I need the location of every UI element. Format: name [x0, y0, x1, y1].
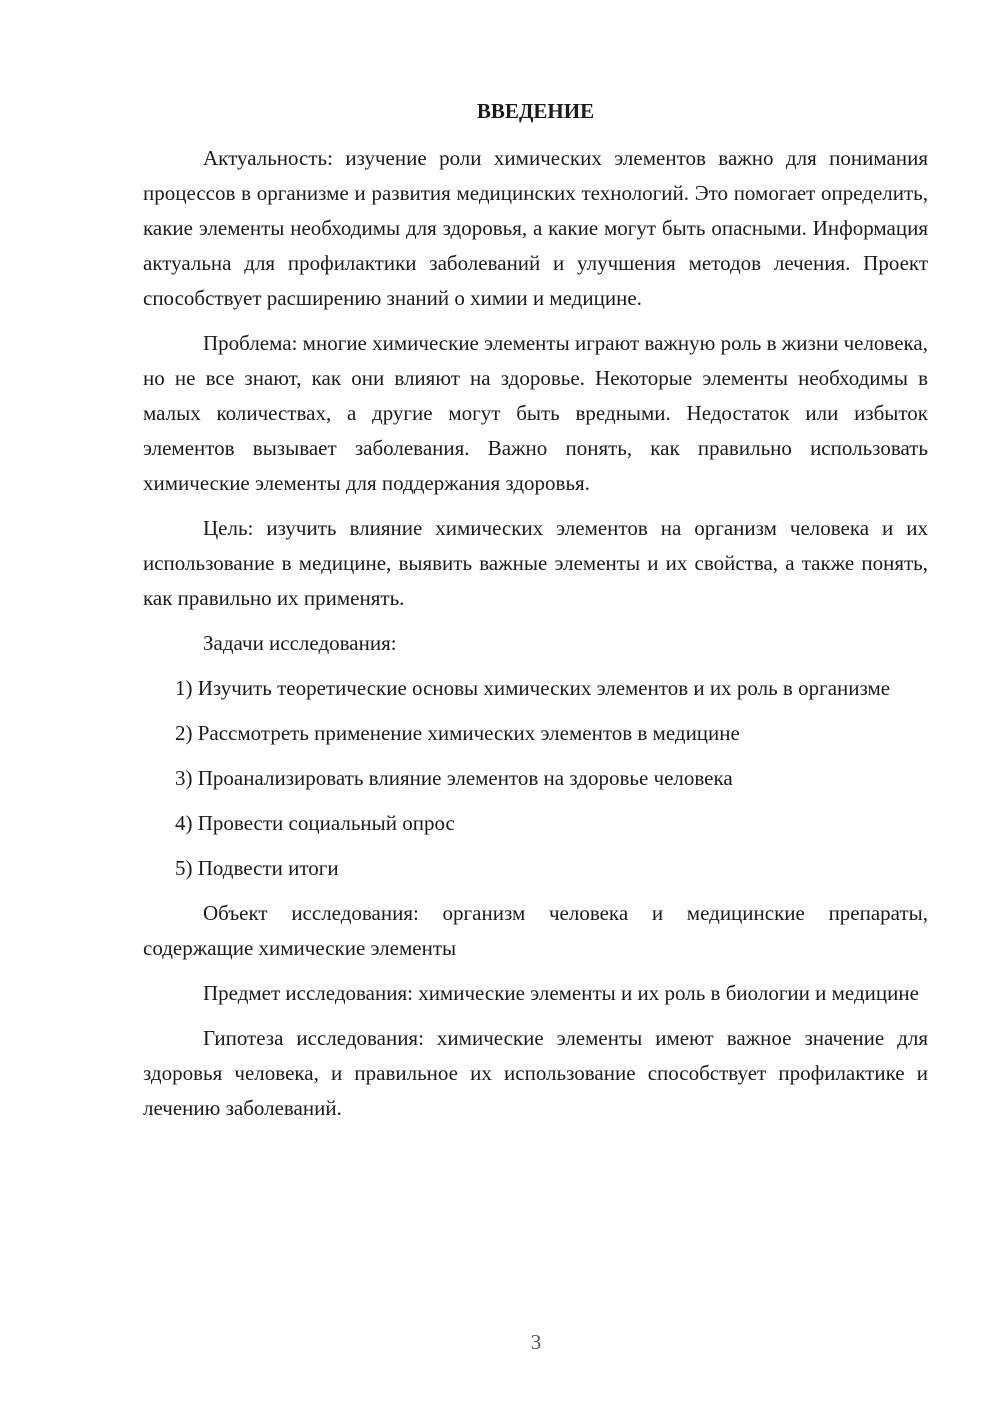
task-item: 3) Проанализировать влияние элементов на здоровье человека — [175, 766, 733, 790]
problem-paragraph: Проблема: многие химические элементы играют важную роль в жизни человека, но не все знают, как они влияют на здоровье. Некоторые элементы необходимы в малых количествах, а другие могут быть вредными. Недостаток или избыток элементов вызывает заболевания. Важно понять, как правильно использовать химические элементы для поддержания здоровья. — [143, 331, 929, 495]
subject-paragraph: Предмет исследования: химические элементы и их роль в биологии и медицине — [203, 981, 919, 1005]
task-item: 4) Провести социальный опрос — [175, 811, 455, 835]
page-number: 3 — [530, 1330, 542, 1354]
hypothesis-paragraph: Гипотеза исследования: химические элементы имеют важное значение для здоровья человека, и правильное их использование способствует профилактике и лечению заболеваний. — [143, 1026, 928, 1120]
object-paragraph: Объект исследования: организм человека и медицинские препараты, содержащие химические элементы — [143, 901, 928, 960]
section-title: ВВЕДЕНИЕ — [476, 99, 595, 123]
task-item: 2) Рассмотреть применение химических элементов в медицине — [175, 721, 740, 745]
tasks-heading: Задачи исследования: — [203, 631, 397, 655]
document-body — [143, 94, 928, 1136]
goal-paragraph: Цель: изучить влияние химических элементов на организм человека и их использование в медицине, выявить важные элементы и их свойства, а также понять, как правильно их применять. — [143, 516, 928, 610]
relevance-paragraph: Актуальность: изучение роли химических элементов важно для понимания процессов в организме и развития медицинских технологий. Это помогает определить, какие элементы необходимы для здоровья, а какие могут быть опасными. Информация актуальна для профилактики заболеваний и улучшения методов лечения. Проект способствует расширению знаний о химии и медицине. — [143, 146, 928, 310]
task-item: 1) Изучить теоретические основы химических элементов и их роль в организме — [175, 676, 891, 700]
task-item: 5) Подвести итоги — [175, 856, 339, 880]
